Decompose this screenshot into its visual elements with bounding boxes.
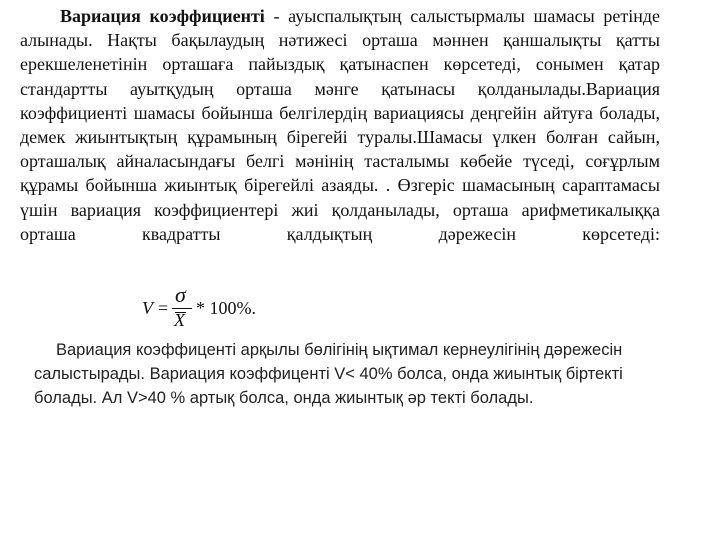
formula-equals: = xyxy=(158,298,169,318)
formula-lhs: V xyxy=(142,298,153,318)
definition-paragraph xyxy=(20,4,660,246)
definition-text: - ауыспалықтың салыстырмалы шамасы ретінде алынады. Нақты бақылаудың нәтижесі орташа мәннен қаншалықты қатты ерекшеленетінін орташаға пайыздық қатынаспен көрсетеді, сонымен қатар стандартты ауытқудың орташа мәнге қатынасы қолданылады.Вариация коэффициенті шамасы бойынша белгілердің вариациясы деңгейін айтуға болады, демек жиынтықтың құрамының бірегейі туралы.Шамасы үлкен болған сайын, орташалық айналасындағы белгі мәнінің тасталымы көбейе түседі, соғұрлым құрамы бойынша жиынтық бірегейлі азаяды. . Өзгеріс шамасының сараптамасы үшін вариация коэффициентері жиі қолданылады, орташа арифметикалыққа орташа квадратты қалдықтың дәрежесін көрсетеді: xyxy=(20,6,660,244)
interpretation-paragraph xyxy=(34,338,654,410)
fraction-bar xyxy=(172,308,192,309)
formula-denominator: X xyxy=(174,310,185,330)
term-heading: Вариация коэффициенті xyxy=(60,6,265,26)
interpretation-text: Вариация коэффиценті арқылы бөлігінің ықтимал кернеулігінің дәрежесін салыстырады. Вариация коэффиценті V< 40% болса, онда жиынтық біртекті болады. Ал V>40 % артық болса, онда жиынтық әр текті болады. xyxy=(34,341,623,407)
variation-formula xyxy=(142,282,342,332)
formula-multiplier: * 100%. xyxy=(196,298,256,318)
formula-numerator: σ xyxy=(175,282,186,307)
